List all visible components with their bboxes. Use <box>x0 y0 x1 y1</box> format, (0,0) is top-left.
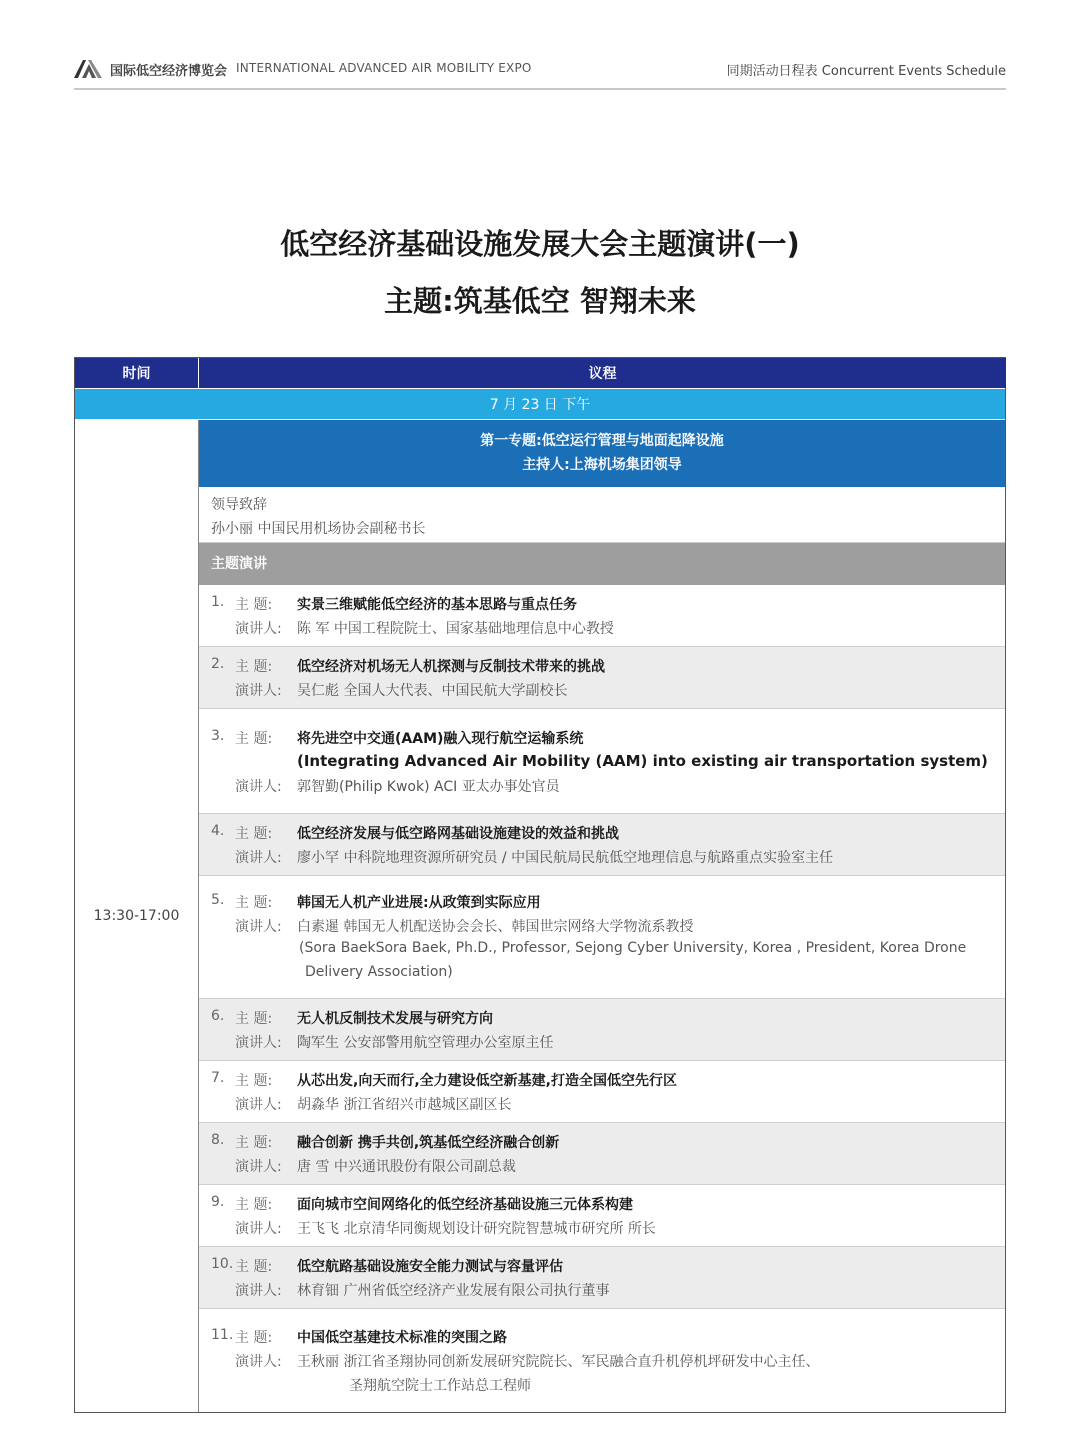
item-number: 3. <box>211 728 225 744</box>
item-speaker: 王飞飞 北京清华同衡规划设计研究院智慧城市研究所 所长 <box>297 1221 656 1237</box>
date-row: 7 月 23 日 下午 <box>75 389 1005 419</box>
agenda-item <box>199 1185 1005 1247</box>
header-divider <box>74 88 1006 90</box>
agenda-item <box>199 585 1005 647</box>
item-topic: 融合创新 携手共创,筑基低空经济融合创新 <box>297 1135 560 1151</box>
item-speaker: 陈 军 中国工程院院士、国家基础地理信息中心教授 <box>297 621 614 637</box>
item-speaker: 陶军生 公安部警用航空管理办公室原主任 <box>297 1035 554 1051</box>
item-speaker-line2: 圣翔航空院士工作站总工程师 <box>349 1378 531 1394</box>
item-topic: 中国低空基建技术标准的突围之路 <box>297 1330 507 1346</box>
item-speaker: 王秋丽 浙江省圣翔协同创新发展研究院院长、军民融合直升机停机坪研发中心主任、 <box>297 1354 820 1370</box>
speaker-label: 演讲人: <box>235 621 282 637</box>
topic-label: 主 题: <box>235 659 273 675</box>
speaker-label: 演讲人: <box>235 683 282 699</box>
item-topic: 从芯出发,向天而行,全力建设低空新基建,打造全国低空先行区 <box>297 1073 677 1089</box>
agenda-item <box>199 814 1005 876</box>
column-header-time: 时间 <box>75 358 198 388</box>
item-number: 9. <box>211 1194 225 1210</box>
item-topic: 韩国无人机产业进展:从政策到实际应用 <box>297 895 541 911</box>
item-topic: 无人机反制技术发展与研究方向 <box>297 1011 493 1027</box>
item-number: 5. <box>211 892 225 908</box>
item-speaker: 郭智勤(Philip Kwok) ACI 亚太办事处官员 <box>297 779 560 795</box>
speaker-label: 演讲人: <box>235 779 282 795</box>
item-number: 10. <box>211 1256 234 1272</box>
item-number: 6. <box>211 1008 225 1024</box>
item-number: 1. <box>211 594 225 610</box>
page-title: 低空经济基础设施发展大会主题演讲(一) <box>280 227 800 261</box>
agenda-item <box>199 1123 1005 1185</box>
speaker-label: 演讲人: <box>235 850 282 866</box>
agenda-item <box>199 999 1005 1061</box>
agenda-item <box>199 876 1005 999</box>
session-host: 主持人:上海机场集团领导 <box>522 457 682 473</box>
agenda-table <box>74 357 1006 1413</box>
time-cell: 13:30-17:00 <box>75 420 199 1412</box>
item-topic-en: (Integrating Advanced Air Mobility (AAM) into existing air transportation system) <box>297 752 988 770</box>
item-number: 7. <box>211 1070 225 1086</box>
item-topic: 低空经济发展与低空路网基础设施建设的效益和挑战 <box>297 826 619 842</box>
topic-label: 主 题: <box>235 1011 273 1027</box>
expo-logo-icon <box>74 56 104 80</box>
item-speaker-en-line2: Delivery Association) <box>305 964 453 980</box>
speaker-label: 演讲人: <box>235 1354 282 1370</box>
item-speaker: 林育钿 广州省低空经济产业发展有限公司执行董事 <box>297 1283 610 1299</box>
agenda-item <box>199 1309 1005 1415</box>
item-topic: 面向城市空间网络化的低空经济基础设施三元体系构建 <box>297 1197 633 1213</box>
item-speaker: 吴仁彪 全国人大代表、中国民航大学副校长 <box>297 683 568 699</box>
topic-label: 主 题: <box>235 1259 273 1275</box>
topic-label: 主 题: <box>235 826 273 842</box>
agenda-item <box>199 1061 1005 1123</box>
page-subtitle: 主题:筑基低空 智翔未来 <box>384 284 696 318</box>
speaker-label: 演讲人: <box>235 1159 282 1175</box>
item-speaker-en-line1: (Sora BaekSora Baek, Ph.D., Professor, Sejong Cyber University, Korea , President, Korea Drone <box>299 940 967 956</box>
topic-label: 主 题: <box>235 1197 273 1213</box>
leader-speech-speaker: 孙小丽 中国民用机场协会副秘书长 <box>211 521 426 537</box>
speaker-label: 演讲人: <box>235 1283 282 1299</box>
agenda-item <box>199 709 1005 814</box>
org-name-en: INTERNATIONAL ADVANCED AIR MOBILITY EXPO <box>236 61 532 75</box>
item-speaker: 胡淼华 浙江省绍兴市越城区副区长 <box>297 1097 512 1113</box>
topic-label: 主 题: <box>235 597 273 613</box>
item-number: 2. <box>211 656 225 672</box>
schedule-label: 同期活动日程表 Concurrent Events Schedule <box>726 64 1006 79</box>
session-header <box>199 420 1005 487</box>
item-topic: 实景三维赋能低空经济的基本思路与重点任务 <box>297 597 577 613</box>
keynote-section-bar: 主题演讲 <box>199 543 1005 585</box>
topic-label: 主 题: <box>235 1073 273 1089</box>
item-speaker: 白素暹 韩国无人机配送协会会长、韩国世宗网络大学物流系教授 <box>297 919 694 935</box>
org-name-cn: 国际低空经济博览会 <box>110 64 228 79</box>
item-topic: 低空经济对机场无人机探测与反制技术带来的挑战 <box>297 659 605 675</box>
item-number: 4. <box>211 823 225 839</box>
topic-label: 主 题: <box>235 895 273 911</box>
page-header <box>74 56 1006 80</box>
item-number: 8. <box>211 1132 225 1148</box>
item-topic: 将先进空中交通(AAM)融入现行航空运输系统 <box>297 731 584 747</box>
speaker-label: 演讲人: <box>235 1097 282 1113</box>
leader-speech-title: 领导致辞 <box>211 497 267 513</box>
agenda-item <box>199 647 1005 709</box>
speaker-label: 演讲人: <box>235 1221 282 1237</box>
item-speaker: 唐 雪 中兴通讯股份有限公司副总裁 <box>297 1159 516 1175</box>
session-title: 第一专题:低空运行管理与地面起降设施 <box>480 433 724 449</box>
item-speaker: 廖小罕 中科院地理资源所研究员 / 中国民航局民航低空地理信息与航路重点实验室主任 <box>297 850 834 866</box>
item-number: 11. <box>211 1327 234 1343</box>
topic-label: 主 题: <box>235 1330 273 1346</box>
leader-speech <box>199 487 1005 543</box>
agenda-item <box>199 1247 1005 1309</box>
topic-label: 主 题: <box>235 731 273 747</box>
speaker-label: 演讲人: <box>235 1035 282 1051</box>
topic-label: 主 题: <box>235 1135 273 1151</box>
agenda-column <box>199 420 1005 1415</box>
column-header-agenda: 议程 <box>199 358 1006 388</box>
speaker-label: 演讲人: <box>235 919 282 935</box>
item-topic: 低空航路基础设施安全能力测试与容量评估 <box>297 1259 563 1275</box>
